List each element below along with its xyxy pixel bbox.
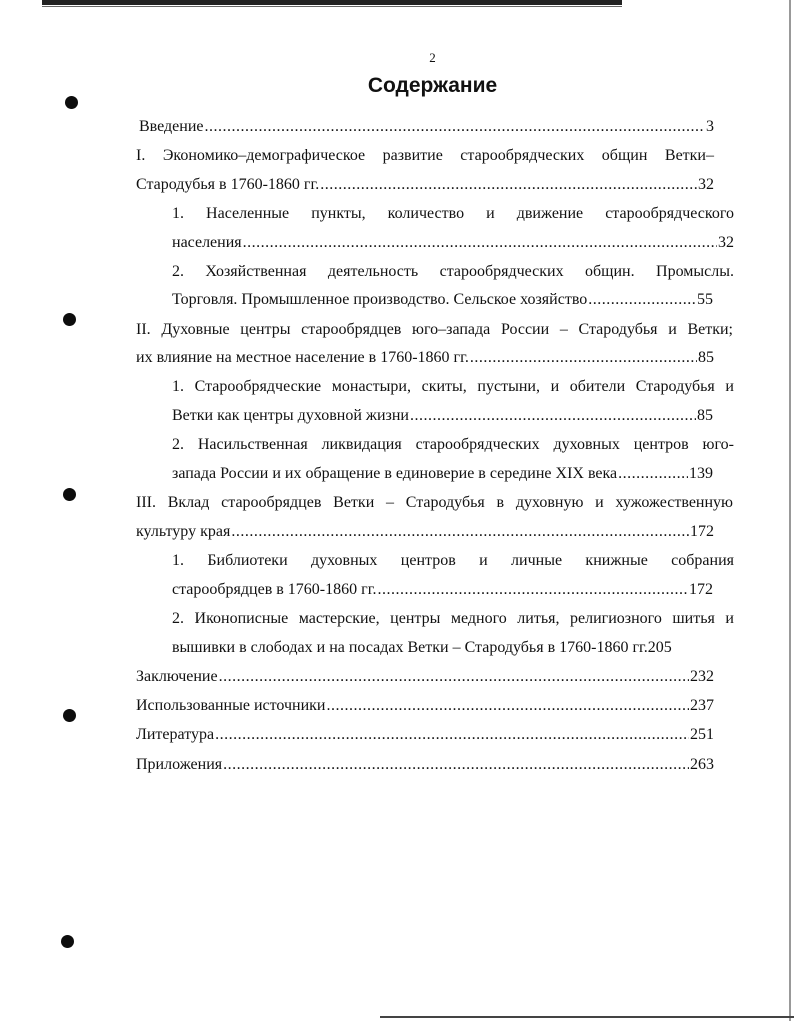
binder-hole-icon — [63, 313, 76, 326]
toc-section-3-2-line2[interactable]: вышивки в слободах и на посадах Ветки – Стародубья в 1760-1860 гг.205 — [172, 639, 672, 656]
toc-section-1-2-line1[interactable]: 2. Хозяйственная деятельность старообрядческих общин. Промыслы. — [172, 263, 734, 280]
toc-entry-title: Литература — [136, 726, 215, 743]
toc-page-number: 237 — [690, 697, 714, 714]
toc-chapter-1-line2[interactable] — [136, 174, 714, 196]
toc-entry-title: Заключение — [136, 668, 218, 685]
toc-section-2-2-line2[interactable] — [172, 463, 713, 485]
toc-section-2-1-line2[interactable] — [172, 405, 713, 427]
toc-leader-dots — [243, 232, 717, 254]
toc-entry-title: Ветки как центры духовной жизни — [172, 407, 409, 424]
toc-entry-sources[interactable] — [136, 695, 714, 717]
toc-entry-title: Приложения — [136, 756, 223, 773]
toc-page-number: 55 — [697, 291, 713, 308]
toc-leader-dots — [470, 347, 697, 369]
toc-page-number: 263 — [690, 756, 714, 773]
toc-leader-dots — [377, 579, 688, 601]
toc-section-2-1-line1[interactable]: 1. Старообрядческие монастыри, скиты, пустыни, и обители Стародубья и — [172, 378, 734, 395]
toc-entry-title: Стародубья в 1760-1860 гг. — [136, 176, 320, 193]
toc-leader-dots — [223, 754, 689, 776]
toc-chapter-2-line2[interactable] — [136, 347, 714, 369]
toc-section-3-2-line1[interactable]: 2. Иконописные мастерские, центры медного литья, религиозного шитья и — [172, 610, 734, 627]
toc-section-2-2-line1[interactable]: 2. Насильственная ликвидация старообрядческих духовных центров юго- — [172, 436, 734, 453]
toc-page-number: 32 — [698, 176, 714, 193]
toc-page-number: 172 — [690, 523, 714, 540]
toc-entry-title: старообрядцев в 1760-1860 гг. — [172, 581, 377, 598]
toc-page-number: 251 — [690, 726, 714, 743]
toc-chapter-3-line1[interactable]: III. Вклад старообрядцев Ветки – Стародубья в духовную и хужожественную — [136, 494, 733, 511]
toc-entry-appendices[interactable] — [136, 754, 714, 776]
toc-entry-title: их влияние на местное население в 1760-1860 гг. — [136, 349, 469, 366]
toc-leader-dots — [219, 666, 689, 688]
toc-page-number: 232 — [690, 668, 714, 685]
toc-entry-conclusion[interactable] — [136, 666, 714, 688]
top-border-line — [42, 0, 622, 5]
toc-page-number: 172 — [689, 581, 713, 598]
toc-section-1-2-line2[interactable] — [172, 289, 713, 311]
toc-entry-title: культуру края — [136, 523, 231, 540]
toc-page-number: 3 — [706, 118, 714, 135]
toc-section-1-1-line2[interactable] — [172, 232, 734, 254]
binder-hole-icon — [61, 935, 74, 948]
right-edge-line — [789, 0, 791, 1021]
toc-entry-title: Использованные источники — [136, 697, 326, 714]
toc-chapter-1-line1[interactable]: I. Экономико–демографическое развитие старообрядческих общин Ветки– — [136, 147, 714, 164]
toc-page-number: 32 — [718, 234, 734, 251]
toc-leader-dots — [205, 116, 706, 138]
toc-entry-title: Введение — [139, 118, 204, 135]
toc-leader-dots — [231, 521, 689, 543]
binder-hole-icon — [63, 709, 76, 722]
toc-leader-dots — [326, 695, 689, 717]
toc-chapter-3-line2[interactable] — [136, 521, 714, 543]
toc-leader-dots — [618, 463, 688, 485]
toc-leader-dots — [588, 289, 696, 311]
page-number: 2 — [429, 50, 436, 65]
toc-leader-dots — [215, 724, 689, 746]
toc-page-number: 85 — [698, 349, 714, 366]
bottom-border-line — [380, 1016, 794, 1018]
toc-leader-dots — [320, 174, 697, 196]
toc-leader-dots — [410, 405, 696, 427]
page-title: Содержание — [367, 74, 498, 97]
binder-hole-icon — [63, 488, 76, 501]
toc-section-3-1-line2[interactable] — [172, 579, 713, 601]
toc-entry-intro[interactable] — [139, 116, 714, 138]
toc-section-3-1-line1[interactable]: 1. Библиотеки духовных центров и личные книжные собрания — [172, 552, 734, 569]
toc-entry-literature[interactable] — [136, 724, 714, 746]
toc-chapter-2-line1[interactable]: II. Духовные центры старообрядцев юго–запада России – Стародубья и Ветки; — [136, 321, 733, 338]
toc-entry-title: Торговля. Промышленное производство. Сельское хозяйство — [172, 291, 588, 308]
toc-page-number: 139 — [689, 465, 713, 482]
top-border-line-thin — [42, 6, 622, 7]
toc-entry-title: запада России и их обращение в единоверие в середине XIX века — [172, 465, 618, 482]
toc-section-1-1-line1[interactable]: 1. Населенные пункты, количество и движение старообрядческого — [172, 205, 734, 222]
toc-entry-title: населения — [172, 234, 242, 251]
toc-page-number: 85 — [697, 407, 713, 424]
